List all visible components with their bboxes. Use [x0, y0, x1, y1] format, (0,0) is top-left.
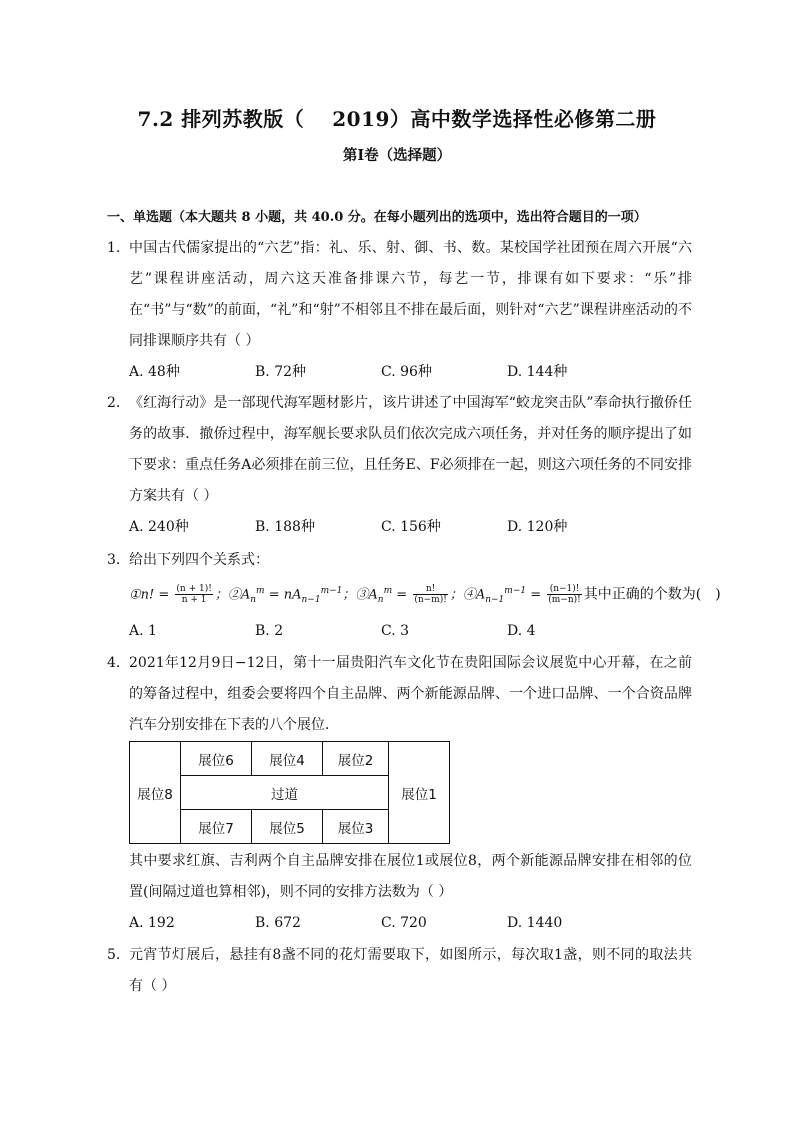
section-heading: 一、单选题（本大题共 8 小题，共 40.0 分。在每小题列出的选项中，选出符合题目的一项）	[107, 210, 647, 225]
formula-question: 其中正确的个数为( )	[583, 586, 721, 603]
option-d[interactable]: D. 120种	[507, 519, 568, 535]
option-b[interactable]: B. 2	[255, 622, 284, 639]
booth-cell: 展位7	[181, 810, 252, 844]
option-c[interactable]: C. 156种	[381, 519, 441, 535]
option-d[interactable]: D. 1440	[507, 915, 563, 931]
question-5	[107, 940, 692, 1002]
option-a[interactable]: A. 240种	[129, 519, 189, 535]
question-stem: 元宵节灯展后，悬挂有8盏不同的花灯需要取下，如图所示，每次取1盏，则不同的取法共有（ ）	[129, 947, 692, 994]
question-1	[107, 233, 692, 388]
option-a[interactable]: A. 48种	[129, 364, 180, 380]
volume-subtitle: 第Ⅰ卷（选择题）	[342, 147, 452, 164]
booth-table	[129, 741, 450, 844]
option-d[interactable]: D. 144种	[507, 364, 568, 380]
question-options	[129, 512, 692, 543]
option-b[interactable]: B. 672	[255, 915, 301, 931]
booth-cell: 展位1	[389, 742, 450, 844]
option-c[interactable]: C. 3	[381, 622, 410, 639]
aisle-cell: 过道	[181, 776, 389, 810]
document-title: 7.2 排列苏教版（ 2019）高中数学选择性必修第二册	[137, 107, 657, 131]
question-4	[107, 648, 692, 741]
booth-cell: 展位5	[252, 810, 323, 844]
question-number: 1.	[107, 240, 121, 256]
question-options	[129, 357, 692, 388]
question-options	[129, 616, 692, 647]
question-stem: 中国古代儒家提出的“六艺”指：礼、乐、射、御、书、数。某校国学社团预在周六开展“六艺”课程讲座活动，周六这天准备排课六节，每艺一节，排课有如下要求：“乐”排在“书”与“数”的前面，“礼”和“射”不相邻且不排在最后面，则针对“六艺”课程讲座活动的不同排课顺序共有（ ）	[129, 240, 692, 349]
booth-cell: 展位6	[181, 742, 252, 776]
question-number: 4.	[107, 655, 121, 671]
option-b[interactable]: B. 72种	[255, 364, 307, 380]
question-options	[129, 908, 692, 939]
question-number: 2.	[107, 395, 121, 411]
question-number: 3.	[107, 552, 121, 568]
formula-line: ①n! = $\frac{(n + 1)!}{n + 1}$ ；$②A_n^m = nA_{n-1}^{m-1}$；$③A_n^m$ = $\frac{n!}{(n-m)!}$ ；$④A_{n-1}^{m-1}$ = $\frac{(n-1)!}{(m-n)!}$ 其中正确的个数为( )	[129, 584, 721, 606]
option-d[interactable]: D. 4	[507, 622, 536, 639]
option-a[interactable]: A. 1	[129, 622, 157, 639]
option-b[interactable]: B. 188种	[255, 519, 315, 535]
option-c[interactable]: C. 720	[381, 915, 427, 931]
option-c[interactable]: C. 96种	[381, 364, 432, 380]
question-stem: 给出下列四个关系式：	[129, 552, 269, 568]
question-stem: 其中要求红旗、吉利两个自主品牌安排在展位1或展位8，两个新能源品牌安排在相邻的位置(间隔过道也算相邻)，则不同的安排方法数为（ ）	[129, 853, 692, 900]
question-3	[107, 545, 721, 647]
booth-cell: 展位4	[252, 742, 323, 776]
option-a[interactable]: A. 192	[129, 915, 175, 931]
question-stem: 《红海行动》是一部现代海军题材影片，该片讲述了中国海军“蛟龙突击队”奉命执行撤侨任务的故事．撤侨过程中，海军舰长要求队员们依次完成六项任务，并对任务的顺序提出了如下要求：重点任务A必须排在前三位，且任务E、F必须排在一起，则这六项任务的不同安排方案共有（ ）	[129, 395, 692, 504]
question-number: 5.	[107, 947, 121, 963]
booth-cell: 展位2	[323, 742, 389, 776]
question-2	[107, 388, 692, 543]
question-4-continued	[107, 846, 692, 939]
question-stem: 2021年12月9日−12日，第十一届贵阳汽车文化节在贵阳国际会议展览中心开幕，在之前的筹备过程中，组委会要将四个自主品牌、两个新能源品牌、一个进口品牌、一个合资品牌汽车分别安排在下表的八个展位．	[129, 655, 692, 733]
booth-cell: 展位3	[323, 810, 389, 844]
booth-cell: 展位8	[130, 742, 181, 844]
